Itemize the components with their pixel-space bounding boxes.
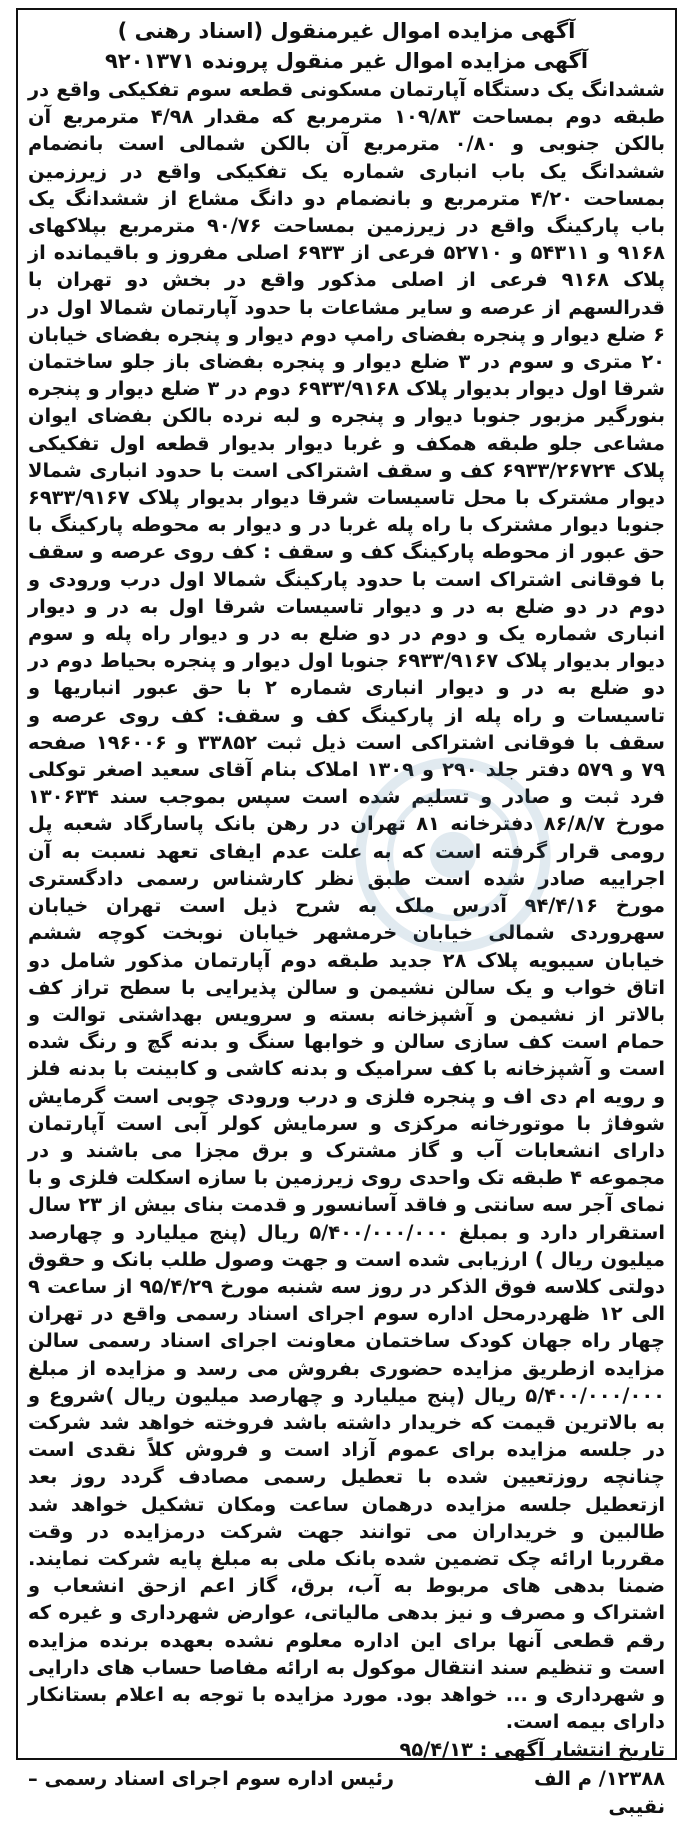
publish-date-value: ۹۵/۴/۱۳ xyxy=(399,1738,473,1762)
signer-name: نقیبی xyxy=(608,1795,665,1819)
publish-date-line xyxy=(28,1735,665,1764)
notice-body: ششدانگ یک دستگاه آپارتمان مسکونی قطعه سوم تفکیکی واقع در طبقه دوم بمساحت ۱۰۹/۸۳ مترمربع که مقدار ۴/۹۸ مترمربع آن بالکن جنوبی و ۰/۸۰ مترمربع آن بالکن شمالی است بانضمام ششدانگ یک باب انباری شماره یک تفکیکی واقع در زیرزمین بمساحت ۴/۲۰ مترمربع و بانضمام دو دانگ مشاع از ششدانگ یک باب پارکینگ واقع در زیرزمین بمساحت ۹۰/۷۶ مترمربع بپلاکهای ۹۱۶۸ و ۵۴۳۱۱ و ۵۲۷۱۰ فرعی از ۶۹۳۳ اصلی مفروز و باقیمانده از پلاک ۹۱۶۸ فرعی از اصلی مذکور واقع در بخش دو تهران با قدرالسهم از عرصه و سایر مشاعات با حدود آپارتمان شمالا اول در ۶ ضلع دیوار و پنجره بفضای رامپ دوم دیوار و پنجره بفضای خیابان ۲۰ متری و سوم در ۳ ضلع دیوار و پنجره بفضای باز جلو ساختمان شرقا اول دیوار بدیوار پلاک ۶۹۳۳/۹۱۶۸ دوم در ۳ ضلع دیوار و پنجره بنورگیر مزبور جنوبا دیوار و پنجره و لبه نرده بالکن بفضای ایوان مشاعی جلو طبقه همکف و غربا دیوار بدیوار قطعه اول تفکیکی پلاک ۶۹۳۳/۲۶۷۲۴ کف و سقف اشتراکی است با حدود انباری شمالا دیوار مشترک با محل تاسیسات شرقا دیوار بدیوار پلاک ۶۹۳۳/۹۱۶۷ جنوبا دیوار مشترک با راه پله غربا در و دیوار به محوطه پارکینگ با حق عبور از محوطه پارکینگ کف و سقف : کف روی عرصه و سقف با فوقانی اشتراک است با حدود پارکینگ شمالا اول درب ورودی و دوم در دو ضلع به در و دیوار تاسیسات شرقا اول به در و دیوار انباری شماره یک و دوم در دو ضلع به در و دیوار راه پله و سوم دیوار بدیوار پلاک ۶۹۳۳/۹۱۶۷ جنوبا اول دیوار و پنجره بحیاط دوم در دو ضلع به در و دیوار انباری شماره ۲ با حق عبور انباریها و تاسیسات و راه پله از پارکینگ کف و سقف: کف روی عرصه و سقف با فوقانی اشتراکی است ذیل ثبت ۳۳۸۵۲ و ۱۹۶۰۰۶ صفحه ۷۹ و ۵۷۹ دفتر جلد ۲۹۰ و ۱۳۰۹ املاک بنام آقای سعید اصغر توکلی فرد ثبت و صادر و تسلیم شده است سپس بموجب سند ۱۳۰۶۳۴ مورخ ۸۶/۸/۷ دفترخانه ۸۱ تهران در رهن بانک پاسارگاد شعبه پل رومی قرار گرفته است که به علت عدم ایفای تعهد نسبت به آن اجراییه صادر شده است طبق نظر کارشناس رسمی دادگستری مورخ ۹۴/۴/۱۶ آدرس ملک به شرح ذیل است تهران خیابان سهروردی شمالی خیابان خرمشهر خیابان نوبخت کوچه ششم خیابان سیبویه پلاک ۲۸ جدید طبقه دوم آپارتمان مذکور شامل دو اتاق خواب و یک سالن نشیمن و سالن پذیرایی با سطح تراز کف بالاتر از نشیمن و آشپزخانه بسته و سرویس بهداشتی توالت و حمام است کف سازی سالن و خوابها سنگ و بدنه گچ و رنگ شده است و آشپزخانه با کف سرامیک و بدنه کاشی و کابینت با بدنه فلز و رویه ام دی اف و پنجره فلزی و درب ورودی چوبی است گرمایش شوفاژ با موتورخانه مرکزی و سرمایش کولر آبی است آپارتمان دارای انشعابات آب و گاز مشترک و برق مجزا می باشند و در مجموعه ۴ طبقه تک واحدی روی زیرزمین با سازه اسکلت فلزی و با نمای آجر سه سانتی و فاقد آسانسور و قدمت بنای بیش از ۲۳ سال استقرار دارد و بمبلغ ۵/۴۰۰/۰۰۰/۰۰۰ ریال (پنج میلیارد و چهارصد میلیون ریال ) ارزیابی شده است و جهت وصول طلب بانک و حقوق دولتی کلاسه فوق الذکر در روز سه شنبه مورخ ۹۵/۴/۲۹ از ساعت ۹ الی ۱۲ ظهردرمحل اداره سوم اجرای اسناد رسمی واقع در تهران چهار راه جهان کودک ساختمان معاونت اجرای اسناد رسمی سالن مزایده ازطریق مزایده حضوری بفروش می رسد و مزایده از مبلغ ۵/۴۰۰/۰۰۰/۰۰۰ ریال (پنج میلیارد و چهارصد میلیون ریال )شروع و به بالاترین قیمت که خریدار داشته باشد فروخته خواهد شد شرکت در جلسه مزایده برای عموم آزاد است و فروش کلاً نقدی است چنانچه روزتعیین شده با تعطیل رسمی مصادف گردد روز بعد ازتعطیل جلسه مزایده درهمان ساعت ومکان تشکیل خواهد شد طالبین و خریداران می توانند جهت شرکت درمزایده در وقت مقرربا ارائه چک تضمین شده بانک ملی به مبلغ پایه شرکت نمایند. ضمنا بدهی های مربوط به آب، برق، گاز اعم ازحق انشعاب و اشتراک و مصرف و نیز بدهی مالیاتی، عوارض شهرداری و غیره که رقم قطعی آنها برای این اداره معلوم نشده بعهده برنده مزایده است و تنظیم سند انتقال موکول به ارائه مفاصا حساب های دارایی و شهرداری و ... خواهد بود. مورد مزایده با توجه به اعلام بستانکار دارای بیمه است. xyxy=(28,78,666,1734)
signature-row xyxy=(28,1764,665,1793)
publish-date-label: تاریخ انتشار آگهی : xyxy=(479,1738,665,1762)
notice-subtitle: آگهی مزایده اموال غیر منقول پرونده ۹۲۰۱۳۷۱ xyxy=(104,49,589,73)
notice-title: آگهی مزایده اموال غیرمنقول (اسناد رهنی ) xyxy=(117,19,576,43)
reference-code: ۱۲۳۸۸/ م الف xyxy=(533,1767,665,1791)
auction-notice xyxy=(16,8,677,1819)
signer-title: رئیس اداره سوم اجرای اسناد رسمی – xyxy=(28,1767,395,1791)
